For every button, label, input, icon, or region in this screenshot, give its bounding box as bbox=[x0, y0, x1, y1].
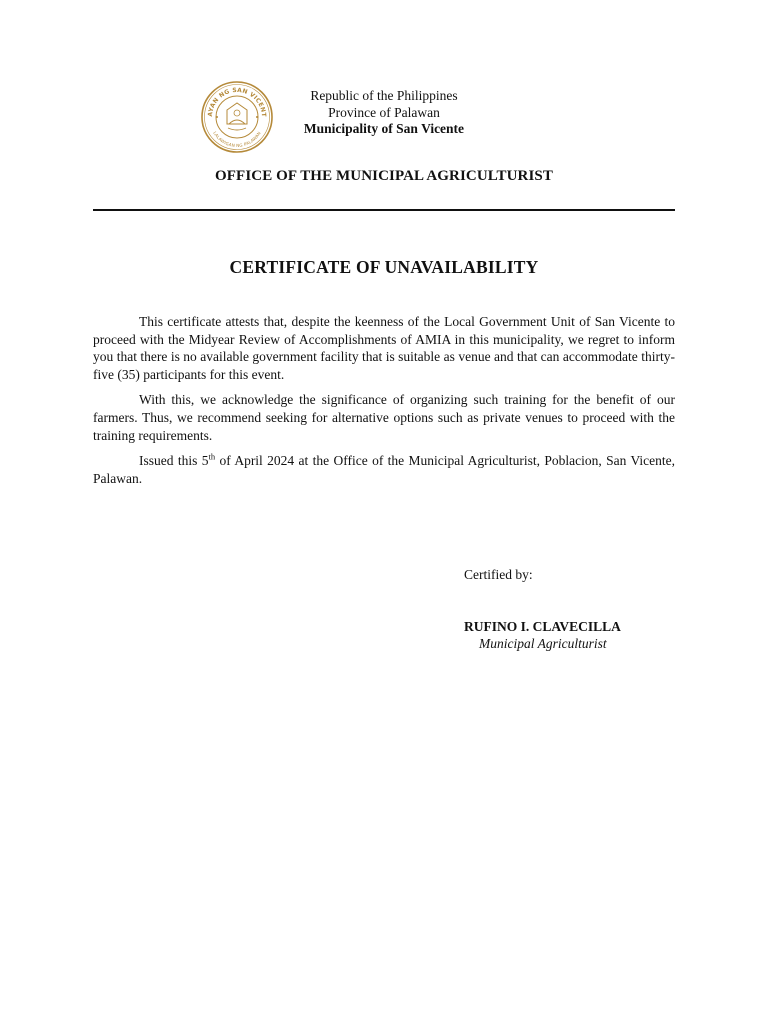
paragraph-issued bbox=[93, 452, 675, 487]
letterhead bbox=[260, 88, 508, 138]
signatory-name: RUFINO I. CLAVECILLA bbox=[464, 619, 621, 634]
certificate-body bbox=[93, 313, 675, 495]
seal-bottom-text: LALAWIGAN NG PALAWAN bbox=[212, 130, 262, 149]
paragraph-attestation: This certificate attests that, despite the keenness of the Local Government Unit of San Vicente to proceed with the Midyear Review of Accomplishments of AMIA in this municipality, we regret to inform you that there is no available government facility that is suitable as venue and that can accommodate thirty-five (35) participants for this event. bbox=[93, 314, 675, 382]
issued-text-end: of April 2024 at the Office of the Municipal Agriculturist, Poblacion, San Vicente, Palawan. bbox=[93, 453, 675, 486]
signatory-title: Municipal Agriculturist bbox=[479, 636, 607, 651]
office-name: OFFICE OF THE MUNICIPAL AGRICULTURIST bbox=[215, 168, 553, 184]
paragraph-recommendation: With this, we acknowledge the significance of organizing such training for the benefit of our farmers. Thus, we recommend seeking for alternative options such as private venues to proceed with the training requirements. bbox=[93, 392, 675, 443]
municipality-line: Municipality of San Vicente bbox=[303, 121, 465, 136]
certified-by-label: Certified by: bbox=[464, 567, 533, 582]
issued-text-start: Issued this 5 bbox=[139, 453, 209, 469]
svg-text:LALAWIGAN NG PALAWAN bbox=[212, 131, 261, 148]
republic-line: Republic of the Philippines bbox=[310, 88, 458, 103]
issued-date-ordinal: th bbox=[208, 451, 216, 462]
certificate-title: CERTIFICATE OF UNAVAILABILITY bbox=[229, 257, 539, 277]
header-divider bbox=[93, 209, 675, 211]
seal-top-text: AYAN NG SAN VICENT bbox=[206, 86, 268, 118]
province-line: Province of Palawan bbox=[328, 104, 440, 120]
